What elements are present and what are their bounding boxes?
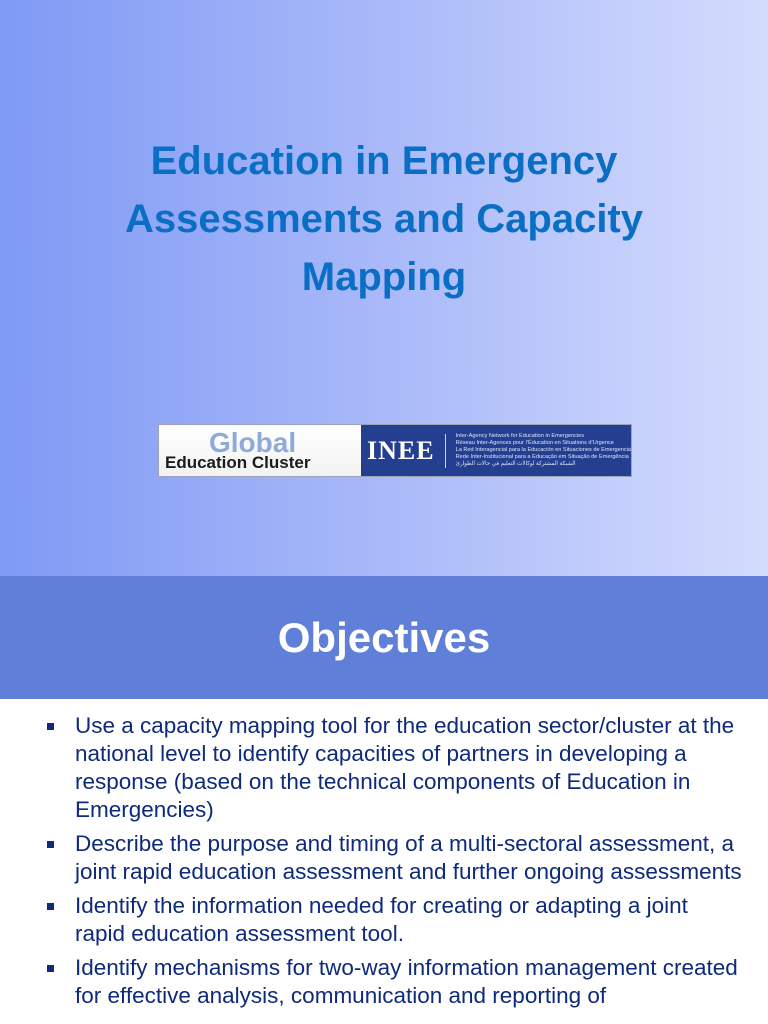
objectives-list [0, 712, 768, 1016]
inee-logo [361, 425, 631, 476]
list-item [0, 712, 768, 824]
inee-tagline [446, 433, 631, 468]
list-item [0, 892, 768, 948]
global-education-cluster-logo [159, 425, 361, 476]
logo-global-text: Global [209, 427, 297, 458]
partner-logo-banner [158, 424, 632, 477]
slide-title: Education in Emergency Assessments and Capacity Mapping [124, 139, 643, 299]
logo-inee-text: INEE [361, 434, 446, 468]
objective-text: Identify the information needed for creating or adapting a joint rapid education assessment tool. [75, 893, 688, 946]
inee-tagline-line: الشبكة المشتركة لوكالات التعليم في حالات الطوارئ [455, 461, 576, 467]
square-bullet-icon [47, 903, 54, 910]
list-item [0, 830, 768, 886]
objectives-heading: Objectives [277, 614, 491, 661]
list-item [0, 954, 768, 1010]
inee-tagline-line: Réseau Inter-Agences pour l’Éducation en Situations d’Urgence [455, 440, 614, 446]
square-bullet-icon [47, 841, 54, 848]
inee-tagline-line: Rede Inter-Institucional para a Educação em Situação de Emergência [455, 454, 629, 460]
logo-cluster-text: Education Cluster [165, 453, 311, 472]
objective-text: Use a capacity mapping tool for the education sector/cluster at the national level to identify capacities of partners in developing a response (based on the technical components of Education in Emergencies) [75, 713, 735, 822]
inee-tagline-line: Inter-Agency Network for Education in Emergencies [455, 433, 585, 439]
square-bullet-icon [47, 965, 54, 972]
square-bullet-icon [47, 723, 54, 730]
objective-text: Identify mechanisms for two-way information management created for effective analysis, communication and reporting of [75, 955, 738, 1008]
inee-tagline-line: La Red Interagencial para la Educación en Situaciones de Emergencia [455, 447, 631, 453]
objective-text: Describe the purpose and timing of a multi-sectoral assessment, a joint rapid education assessment and further ongoing assessments [75, 831, 742, 884]
